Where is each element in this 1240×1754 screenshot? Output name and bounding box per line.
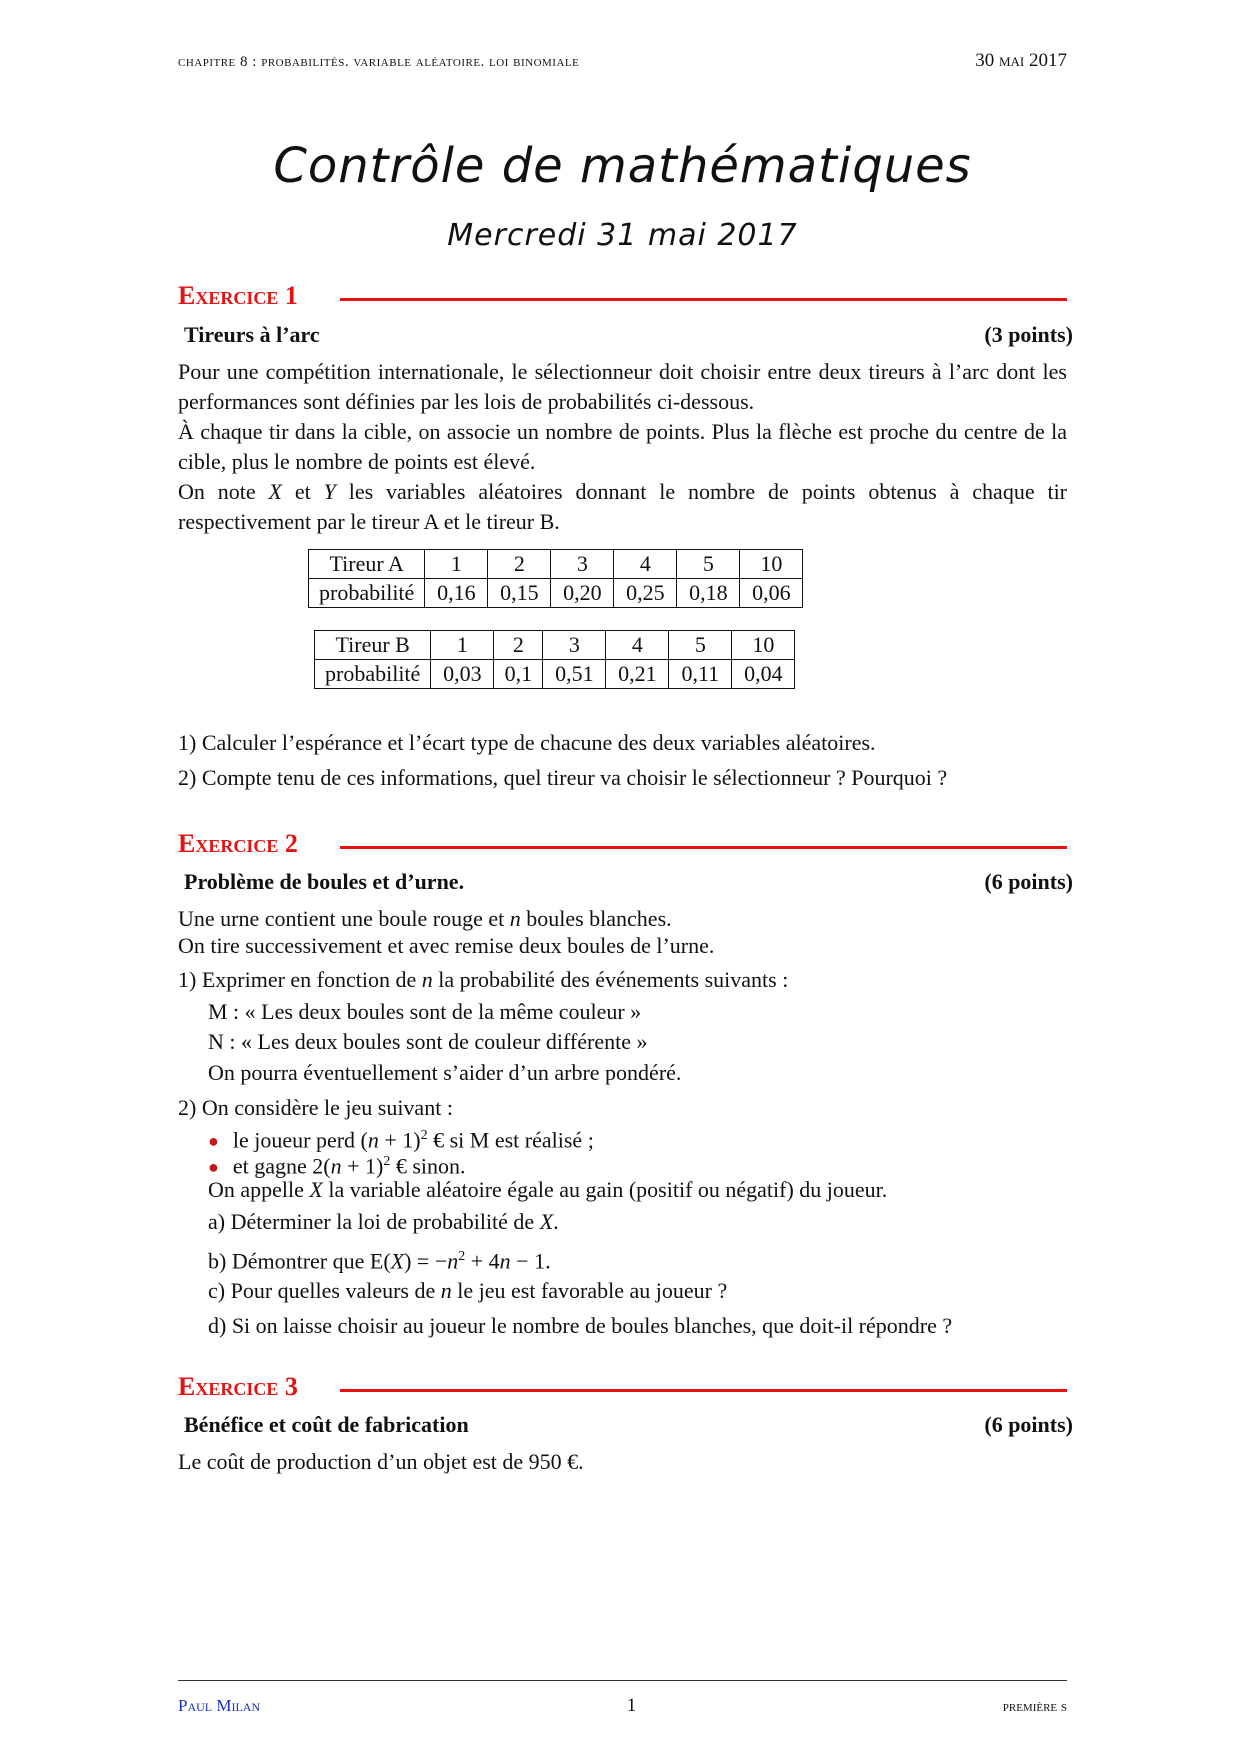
- text: On appelle: [208, 1177, 304, 1202]
- exercise-2-points: (6 points): [984, 869, 1073, 894]
- question-2-2: 2) On considère le jeu suivant :: [178, 1095, 453, 1120]
- exercise-3-label: Exercice 3: [178, 1372, 298, 1401]
- var-n: n: [447, 1248, 459, 1274]
- question-2-2-a: [208, 1207, 559, 1237]
- text: le joueur perd (: [232, 1127, 368, 1153]
- table-cell: 0,20: [551, 579, 614, 608]
- exercise-3-heading: [178, 1372, 1067, 1404]
- exercise-2-subheading: [184, 869, 1073, 895]
- bullet-icon: ●: [208, 1131, 219, 1152]
- text: la variable aléatoire égale au gain (positif ou négatif) du joueur.: [328, 1177, 888, 1202]
- table-row: [315, 631, 795, 660]
- var-x: X: [390, 1248, 405, 1274]
- page-title: Contrôle de mathématiques: [273, 138, 972, 194]
- table-cell: 0,03: [431, 660, 494, 689]
- text: b) Démontrer que E(: [208, 1248, 391, 1274]
- event-n: N : « Les deux boules sont de couleur différente »: [208, 1029, 648, 1054]
- table-cell: 10: [740, 550, 803, 579]
- exponent: 2: [383, 1154, 391, 1169]
- text: ) = −: [404, 1248, 448, 1274]
- question-2-2-b: [208, 1242, 551, 1276]
- text: + 4: [465, 1248, 500, 1274]
- heading-rule: [340, 1389, 1067, 1392]
- exercise-1-heading: [178, 281, 1067, 313]
- question-2-2-c: [208, 1276, 727, 1306]
- table-cell: 2: [488, 550, 551, 579]
- paragraph: À chaque tir dans la cible, on associe un nombre de points. Plus la flèche est proche du centre de la cible, plus le nombre de points est élevé.: [178, 419, 1067, 474]
- text: et: [294, 479, 311, 504]
- text: la probabilité des événements suivants :: [438, 967, 789, 992]
- table-cell: 10: [732, 631, 795, 660]
- table-cell: 4: [614, 550, 677, 579]
- text: + 1): [378, 1127, 421, 1153]
- text: et gagne 2(: [232, 1153, 331, 1179]
- question-2-1: [178, 965, 788, 995]
- exercise-1-intro: [178, 357, 1067, 537]
- table-cell: 0,25: [614, 579, 677, 608]
- table-cell: 4: [606, 631, 669, 660]
- var-n: n: [499, 1248, 511, 1274]
- exponent: 2: [458, 1249, 466, 1264]
- table-cell: probabilité: [315, 660, 431, 689]
- table-cell: Tireur B: [315, 631, 431, 660]
- text: le jeu est favorable au joueur ?: [457, 1278, 728, 1303]
- text: € si M est réalisé ;: [427, 1127, 594, 1153]
- text: 1) Exprimer en fonction de: [178, 967, 417, 992]
- table-cell: 0,04: [732, 660, 795, 689]
- text: boules blanches.: [526, 906, 672, 931]
- table-row: [309, 550, 803, 579]
- var-n: n: [440, 1278, 452, 1303]
- paragraph: Pour une compétition internationale, le sélectionneur doit choisir entre deux tireurs à l’arc dont les performances sont définies par les lois de probabilités ci-dessous.: [178, 359, 1067, 414]
- event-m: M : « Les deux boules sont de la même couleur »: [208, 999, 642, 1024]
- table-cell: 0,15: [488, 579, 551, 608]
- paragraph: [178, 477, 1067, 537]
- header-date: 30 mai 2017: [975, 50, 1067, 71]
- exercise-2-intro-1: [178, 904, 672, 934]
- chapter-title: chapitre 8 : probabilités. variable aléatoire. loi binomiale: [178, 54, 580, 70]
- question-2-2-d: d) Si on laisse choisir au joueur le nombre de boules blanches, que doit-il répondre ?: [208, 1313, 953, 1338]
- footer-rule: [178, 1680, 1067, 1681]
- page-number: 1: [626, 1695, 637, 1716]
- exercise-2-topic: Problème de boules et d’urne.: [184, 869, 465, 894]
- exercise-3-points: (6 points): [984, 1412, 1073, 1437]
- table-cell: 0,11: [669, 660, 732, 689]
- var-n: n: [330, 1153, 342, 1179]
- exercise-3-intro: Le coût de production d’un objet est de 950 €.: [178, 1449, 584, 1474]
- exercise-1-subheading: [184, 322, 1073, 348]
- exercise-2-intro-2: On tire successivement et avec remise deux boules de l’urne.: [178, 933, 715, 958]
- exercise-3-topic: Bénéfice et coût de fabrication: [184, 1412, 469, 1437]
- var-y: Y: [323, 479, 336, 504]
- exercise-1-topic: Tireurs à l’arc: [184, 322, 320, 347]
- table-cell: Tireur A: [309, 550, 425, 579]
- table-cell: 0,06: [740, 579, 803, 608]
- text: Une urne contient une boule rouge et: [178, 906, 505, 931]
- question-1-1: 1) Calculer l’espérance et l’écart type de chacune des deux variables aléatoires.: [178, 730, 876, 755]
- table-cell: 2: [494, 631, 543, 660]
- exercise-2-label: Exercice 2: [178, 829, 298, 858]
- heading-rule: [340, 846, 1067, 849]
- table-cell: 3: [551, 550, 614, 579]
- exercise-2-heading: [178, 829, 1067, 861]
- tree-hint: On pourra éventuellement s’aider d’un arbre pondéré.: [208, 1060, 682, 1085]
- exercise-3-subheading: [184, 1412, 1073, 1438]
- text: c) Pour quelles valeurs de: [208, 1278, 436, 1303]
- table-cell: 1: [431, 631, 494, 660]
- table-cell: 5: [669, 631, 732, 660]
- var-n: n: [421, 967, 433, 992]
- table-cell: 1: [425, 550, 488, 579]
- page-subtitle: Mercredi 31 mai 2017: [447, 218, 798, 253]
- class-level: première s: [1002, 1699, 1067, 1715]
- author: Paul Milan: [178, 1696, 261, 1715]
- text: On note: [178, 479, 256, 504]
- running-footer: [178, 1695, 1067, 1717]
- var-n: n: [367, 1127, 379, 1153]
- var-x: X: [268, 479, 282, 504]
- table-cell: 0,21: [606, 660, 669, 689]
- text: − 1.: [510, 1248, 551, 1274]
- exercise-1-points: (3 points): [984, 322, 1073, 347]
- text: + 1): [341, 1153, 384, 1179]
- exercise-1-label: Exercice 1: [178, 281, 298, 310]
- table-cell: probabilité: [309, 579, 425, 608]
- table-cell: 3: [543, 631, 606, 660]
- var-n: n: [509, 906, 521, 931]
- table-tireur-a: [308, 549, 803, 608]
- var-x: X: [539, 1209, 554, 1234]
- text: € sinon.: [390, 1153, 466, 1179]
- question-1-2: 2) Compte tenu de ces informations, quel tireur va choisir le sélectionneur ? Pourquoi ?: [178, 765, 948, 790]
- var-x: X: [309, 1177, 323, 1202]
- bullet-icon: ●: [208, 1157, 219, 1178]
- table-cell: 0,1: [494, 660, 543, 689]
- running-header: [178, 50, 1067, 72]
- gain-definition: [208, 1175, 887, 1205]
- table-cell: 0,16: [425, 579, 488, 608]
- heading-rule: [340, 298, 1067, 301]
- table-row: [315, 660, 795, 689]
- text: .: [553, 1209, 559, 1234]
- text: les variables aléatoires donnant le nombre de points obtenus à chaque tir respectivement par le tireur A et le tireur B.: [178, 479, 1068, 534]
- table-cell: 0,18: [677, 579, 740, 608]
- table-cell: 0,51: [543, 660, 606, 689]
- text: a) Déterminer la loi de probabilité de: [208, 1209, 535, 1234]
- table-cell: 5: [677, 550, 740, 579]
- table-row: [309, 579, 803, 608]
- table-tireur-b: [314, 630, 795, 689]
- exponent: 2: [420, 1128, 428, 1143]
